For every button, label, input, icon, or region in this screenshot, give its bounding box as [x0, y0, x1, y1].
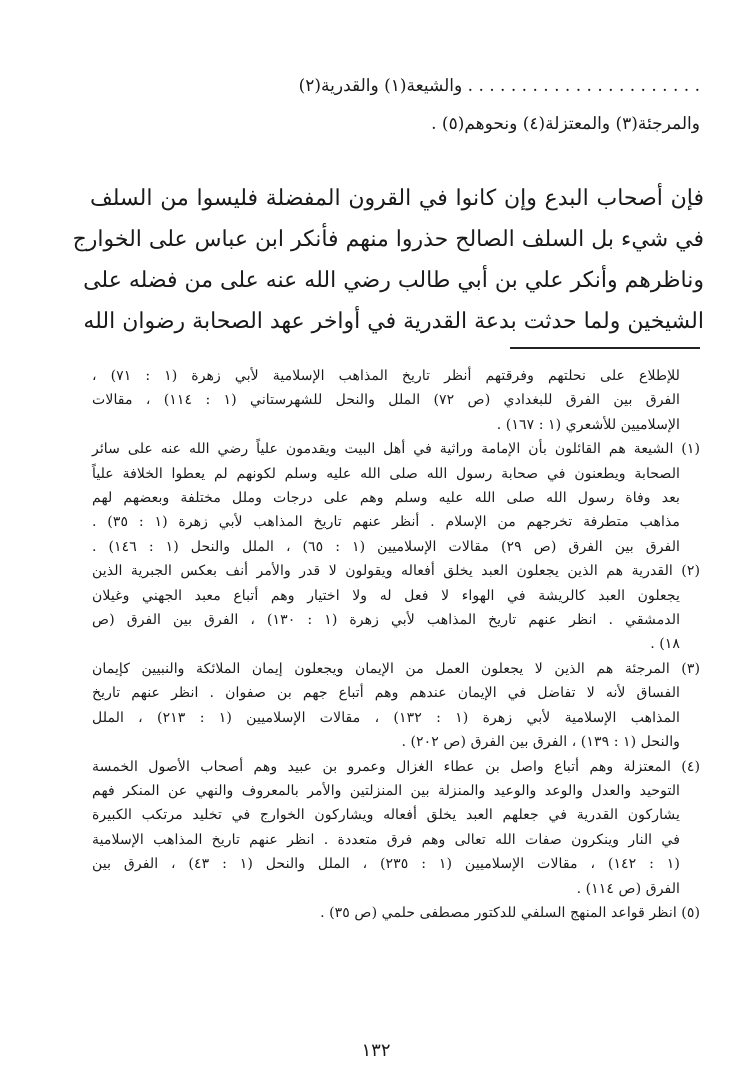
footnote-line: يشاركون القدرية في جعلهم العبد يخلق أفعاله ويشاركون الخوارج في تخليد مرتكب الكبيرة: [92, 807, 680, 824]
footnote-line: (١) الشيعة هم القائلون بأن الإمامة وراثية في أهل البيت ويقدمون علياً رضي الله عنه على سائر: [92, 441, 700, 458]
footnote-line: يجعلون العبد كالريشة في الهواء لا فعل له ولا اختيار وهم أتباع معبد الجهني وغيلان: [92, 587, 680, 604]
footnote-line: التوحيد والعدل والوعد والوعيد والمنزلة بين المنزلتين والأمر بالمعروف والنهي عن المنكر فهم: [92, 782, 680, 799]
footnote-line: الفرق (ص ١١٤) .: [576, 880, 680, 897]
main-line: الشيخين ولما حدثت بدعة القدرية في أواخر عهد الصحابة رضوان الله: [83, 309, 704, 334]
footnote-line: (٣) المرجئة هم الذين لا يجعلون العمل من الإيمان ويجعلون إيمان الملائكة والنبيين كإيمان: [92, 660, 700, 677]
footnote-line: مذاهب متطرفة تخرجهم من الإسلام . أنظر عنهم تاريخ المذاهب لأبي زهرة (١ : ٣٥) .: [92, 514, 680, 531]
footnote-line: والنحل (١ : ١٣٩) ، الفرق بين الفرق (ص ٢٠٢) .: [401, 734, 680, 751]
footnote-line: الفرق بين الفرق (ص ٢٩) مقالات الإسلاميين (١ : ٦٥) ، الملل والنحل (١ : ١٤٦) .: [92, 538, 680, 555]
footnote-line: الصحابة ويطعنون في صحابة رسول الله صلى الله عليه وسلم لكونهم لم يعطوا الخلافة علياً: [92, 465, 680, 482]
footnote-line: للإطلاع على نحلتهم وفرقتهم أنظر تاريخ المذاهب الإسلامية لأبي زهرة (١ : ٧١) ،: [92, 368, 680, 384]
footnote-line: الفساق لأنه لا تفاضل في الإيمان عندهم وهم أتباع جهم بن صفوان . انظر عنهم تاريخ: [92, 685, 680, 702]
footnote-3: [92, 657, 700, 755]
footnote-line: الفرق بين الفرق للبغدادي (ص ٧٢) الملل والنحل للشهرستاني (١ : ١١٤) ، مقالات: [92, 392, 680, 409]
footnote-4: [92, 755, 700, 901]
footnotes: [92, 364, 700, 925]
top-continuation-line-1: . . . . . . . . . . . . . . . . . . . . . . والشيعة(١) والقدرية(٢): [298, 76, 700, 96]
main-line: فإن أصحاب البدع وإن كانوا في القرون المفضلة فليسوا من السلف: [90, 186, 704, 211]
footnote-line: الإسلاميين للأشعري (١ : ١٦٧) .: [496, 416, 680, 433]
footnote-separator: [510, 347, 700, 349]
footnote-5: [92, 901, 700, 925]
footnote-line: (٥) انظر قواعد المنهج السلفي للدكتور مصطفى حلمي (ص ٣٥) .: [320, 904, 700, 921]
footnote-line: المذاهب الإسلامية لأبي زهرة (١ : ١٣٢) ، مقالات الإسلاميين (١ : ٢١٣) ، الملل: [92, 709, 680, 726]
page-number: ١٣٢: [361, 1040, 391, 1061]
footnote-line: بعد وفاة رسول الله صلى الله عليه وسلم وهم على درجات وملل مختلفة وبعضهم لهم: [92, 490, 680, 507]
main-paragraph: [72, 178, 704, 342]
footnote-line: (٤) المعتزلة وهم أتباع واصل بن عطاء الغزال وعمرو بن عبيد وهم أصحاب الأصول الخمسة: [92, 758, 700, 775]
footnote-line: ١٨) .: [650, 636, 680, 653]
footnote-2: [92, 559, 700, 657]
footnote-line: الدمشقي . انظر عنهم تاريخ المذاهب لأبي زهرة (١ : ١٣٠) ، الفرق بين الفرق (ص: [92, 612, 681, 629]
main-line: في شيء بل السلف الصالح حذروا منهم فأنكر ابن عباس على الخوارج: [72, 227, 704, 252]
top-continuation-line-2: والمرجئة(٣) والمعتزلة(٤) ونحوهم(٥) .: [431, 114, 700, 134]
main-line: وناظرهم وأنكر علي بن أبي طالب رضي الله عنه على من فضله على: [83, 268, 704, 293]
footnote-continuation: [92, 364, 700, 437]
footnote-line: (١ : ١٤٢) ، مقالات الإسلاميين (١ : ٢٣٥) ، الملل والنحل (١ : ٤٣) ، الفرق بين: [92, 856, 680, 873]
footnote-line: في النار وينكرون صفات الله تعالى وهم فرق متعددة . انظر عنهم تاريخ المذاهب الإسلامية: [92, 831, 680, 848]
footnote-1: [92, 437, 700, 559]
footnote-line: (٢) القدرية هم الذين يجعلون العبد يخلق أفعاله ويقولون لا قدر والأمر أنف بعكس الجبرية الذين: [92, 563, 700, 580]
